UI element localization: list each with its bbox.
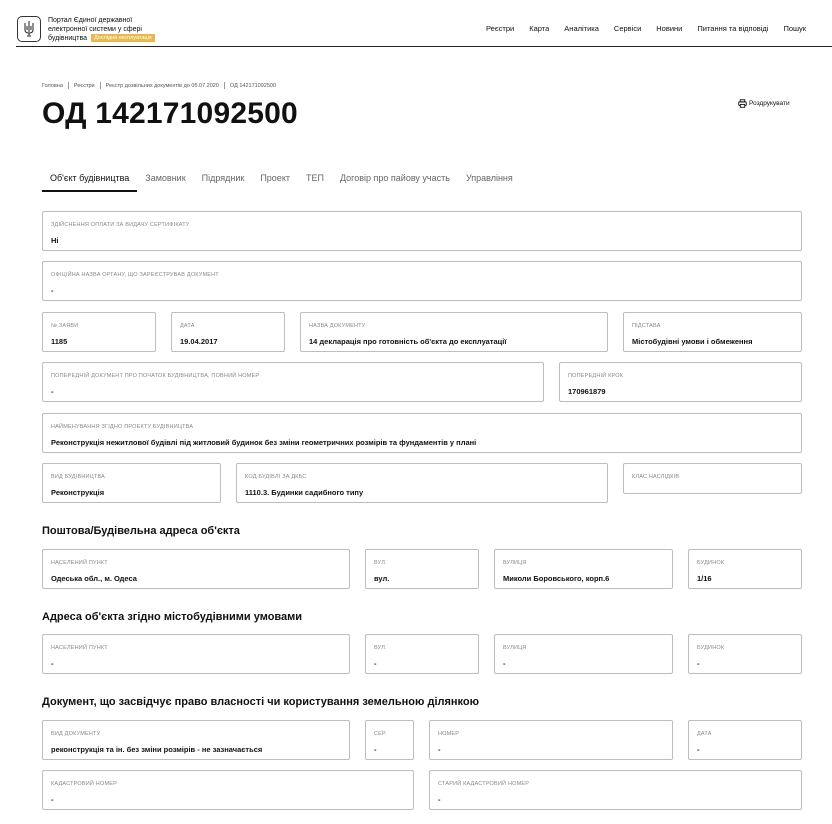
field-label: № ЗАЯВИ bbox=[51, 323, 79, 329]
print-button[interactable] bbox=[738, 99, 790, 108]
nav-item-faq[interactable]: Питання та відповіді bbox=[697, 24, 769, 33]
field-label: ДАТА bbox=[180, 323, 195, 329]
field-value: вул. bbox=[374, 574, 390, 583]
field-label: НОМЕР bbox=[438, 731, 460, 737]
field-label: КАДАСТРОВИЙ НОМЕР bbox=[51, 781, 117, 787]
cadastral-number-field[interactable] bbox=[42, 770, 414, 810]
field-value: - bbox=[374, 659, 377, 668]
breadcrumb-registries[interactable]: Реєстри bbox=[73, 82, 95, 89]
page-title: ОД 142171092500 bbox=[42, 97, 298, 130]
field-value: 1/16 bbox=[697, 574, 712, 583]
field-value: - bbox=[51, 659, 54, 668]
field-label: ПОПЕРЕДНІЙ ДОКУМЕНТ ПРО ПОЧАТОК БУДІВНИЦТВА, ПОВНИЙ НОМЕР bbox=[51, 373, 260, 379]
tab-bar bbox=[42, 168, 521, 192]
field-value: Реконструкція нежитлової будівлі під житловий будинок без зміни геометричних розмірів та фундаментів у плані bbox=[51, 438, 477, 447]
field-label: ПОПЕРЕДНІЙ КРОК bbox=[568, 373, 624, 379]
consequence-class-field[interactable] bbox=[623, 463, 802, 494]
org-name-field[interactable] bbox=[42, 261, 802, 301]
nav-item-services[interactable]: Сервіси bbox=[613, 24, 642, 33]
main-nav bbox=[486, 24, 821, 33]
field-label: ДАТА bbox=[697, 731, 712, 737]
field-label: ВИД БУДІВНИЦТВА bbox=[51, 474, 106, 480]
beta-badge: Дослідна експлуатація bbox=[91, 34, 155, 42]
breadcrumb-separator bbox=[68, 82, 69, 89]
field-label: СЕР. bbox=[374, 731, 387, 737]
tab-tep[interactable]: ТЕП bbox=[305, 173, 324, 183]
postal-address-title: Поштова/Будівельна адреса об'єкта bbox=[42, 525, 240, 537]
nav-item-news[interactable]: Новини bbox=[656, 24, 683, 33]
portal-title[interactable] bbox=[48, 16, 173, 43]
tab-contractor[interactable]: Підрядник bbox=[201, 173, 245, 183]
field-label: КЛАС НАСЛІДКІВ bbox=[632, 474, 680, 480]
field-label: ВУЛ. bbox=[374, 645, 387, 651]
field-value: - bbox=[374, 745, 377, 754]
application-number-field[interactable] bbox=[42, 312, 156, 352]
field-value: Миколи Боровського, корп.6 bbox=[503, 574, 610, 583]
urban-building-field[interactable] bbox=[688, 634, 802, 674]
portal-logo[interactable] bbox=[17, 16, 41, 42]
nav-item-map[interactable]: Карта bbox=[529, 24, 550, 33]
postal-building-field[interactable] bbox=[688, 549, 802, 589]
document-name-field[interactable] bbox=[300, 312, 608, 352]
tab-share-agreement[interactable]: Договір про пайову участь bbox=[339, 173, 450, 183]
urban-locality-field[interactable] bbox=[42, 634, 350, 674]
nav-item-analytics[interactable]: Аналітика bbox=[564, 24, 599, 33]
field-label: ВИД ДОКУМЕНТУ bbox=[51, 731, 101, 737]
postal-street-field[interactable] bbox=[494, 549, 673, 589]
basis-field[interactable] bbox=[623, 312, 802, 352]
urban-street-type-field[interactable] bbox=[365, 634, 479, 674]
field-value: - bbox=[503, 659, 506, 668]
land-doc-date-field[interactable] bbox=[688, 720, 802, 760]
nav-item-registries[interactable]: Реєстри bbox=[486, 24, 515, 33]
urban-street-field[interactable] bbox=[494, 634, 673, 674]
breadcrumb-current: ОД 142171092500 bbox=[229, 82, 277, 89]
field-value: - bbox=[51, 387, 54, 396]
field-value: 1110.3. Будинки садибного типу bbox=[245, 488, 364, 497]
previous-step-field[interactable] bbox=[559, 362, 802, 402]
building-code-field[interactable] bbox=[236, 463, 608, 503]
field-label: ВУЛ. bbox=[374, 560, 387, 566]
land-doc-type-field[interactable] bbox=[42, 720, 350, 760]
field-label: НАЗВА ДОКУМЕНТУ bbox=[309, 323, 366, 329]
field-value: Одеська обл., м. Одеса bbox=[51, 574, 137, 583]
field-label: НАСЕЛЕНИЙ ПУНКТ bbox=[51, 645, 108, 651]
field-label: БУДИНОК bbox=[697, 560, 725, 566]
field-label: ВУЛИЦЯ bbox=[503, 560, 527, 566]
field-value: - bbox=[697, 745, 700, 754]
date-field[interactable] bbox=[171, 312, 285, 352]
field-label: СТАРИЙ КАДАСТРОВИЙ НОМЕР bbox=[438, 781, 530, 787]
field-value: Ні bbox=[51, 236, 59, 245]
breadcrumb bbox=[42, 82, 276, 89]
field-value: 1185 bbox=[51, 337, 68, 346]
previous-document-field[interactable] bbox=[42, 362, 544, 402]
urban-address-title: Адреса об'єкта згідно містобудівними умовами bbox=[42, 611, 303, 623]
portal-title-text: Портал Єдиної державної електронної системи у сфері будівництва bbox=[48, 17, 142, 42]
breadcrumb-home[interactable]: Головна bbox=[42, 82, 63, 89]
land-doc-series-field[interactable] bbox=[365, 720, 414, 760]
field-value: - bbox=[438, 795, 441, 804]
field-label: ПІДСТАВА bbox=[632, 323, 661, 329]
site-header bbox=[0, 0, 832, 48]
field-label: НАСЕЛЕНИЙ ПУНКТ bbox=[51, 560, 108, 566]
field-label: ОФІЦІЙНА НАЗВА ОРГАНУ, ЩО ЗАРЕЄСТРУВАВ ДОКУМЕНТ bbox=[51, 272, 219, 278]
field-label: ЗДІЙСНЕННЯ ОПЛАТИ ЗА ВИДАЧУ СЕРТИФІКАТУ bbox=[51, 222, 190, 228]
tab-management[interactable]: Управління bbox=[465, 173, 513, 183]
printer-icon bbox=[738, 99, 747, 108]
header-divider bbox=[16, 46, 832, 47]
field-label: НАЙМЕНУВАННЯ ЗГІДНО ПРОЕКТУ БУДІВНИЦТВА bbox=[51, 424, 194, 430]
field-label: ВУЛИЦЯ bbox=[503, 645, 527, 651]
field-value: реконструкція та ін. без зміни розмірів - не зазначається bbox=[51, 745, 263, 754]
field-value: 170961879 bbox=[568, 387, 606, 396]
old-cadastral-number-field[interactable] bbox=[429, 770, 802, 810]
project-name-field[interactable] bbox=[42, 413, 802, 453]
field-value: - bbox=[51, 286, 54, 295]
breadcrumb-separator bbox=[224, 82, 225, 89]
field-value: 14 декларація про готовність об'єкта до експлуатації bbox=[309, 337, 507, 346]
land-document-title: Документ, що засвідчує право власності чи користування земельною ділянкою bbox=[42, 696, 480, 708]
print-label: Роздрукувати bbox=[749, 100, 790, 107]
field-value: - bbox=[697, 659, 700, 668]
breadcrumb-separator bbox=[100, 82, 101, 89]
field-label: КОД БУДІВЛІ ЗА ДКБС bbox=[245, 474, 307, 480]
breadcrumb-registry[interactable]: Реєстр дозвільних документів до 05.07.2020 bbox=[105, 82, 219, 89]
field-label: БУДИНОК bbox=[697, 645, 725, 651]
trident-icon bbox=[22, 20, 36, 38]
field-value: - bbox=[51, 795, 54, 804]
payment-field[interactable] bbox=[42, 211, 802, 251]
nav-item-search[interactable]: Пошук bbox=[783, 24, 807, 33]
tab-project[interactable]: Проект bbox=[260, 173, 290, 183]
field-value: Реконструкція bbox=[51, 488, 105, 497]
tab-customer[interactable]: Замовник bbox=[145, 173, 186, 183]
postal-locality-field[interactable] bbox=[42, 549, 350, 589]
postal-street-type-field[interactable] bbox=[365, 549, 479, 589]
field-value: Містобудівні умови і обмеження bbox=[632, 337, 753, 346]
construction-type-field[interactable] bbox=[42, 463, 221, 503]
land-doc-number-field[interactable] bbox=[429, 720, 673, 760]
tab-construction-object[interactable]: Об'єкт будівництва bbox=[42, 168, 137, 192]
field-value: - bbox=[438, 745, 441, 754]
field-value: 19.04.2017 bbox=[180, 337, 218, 346]
